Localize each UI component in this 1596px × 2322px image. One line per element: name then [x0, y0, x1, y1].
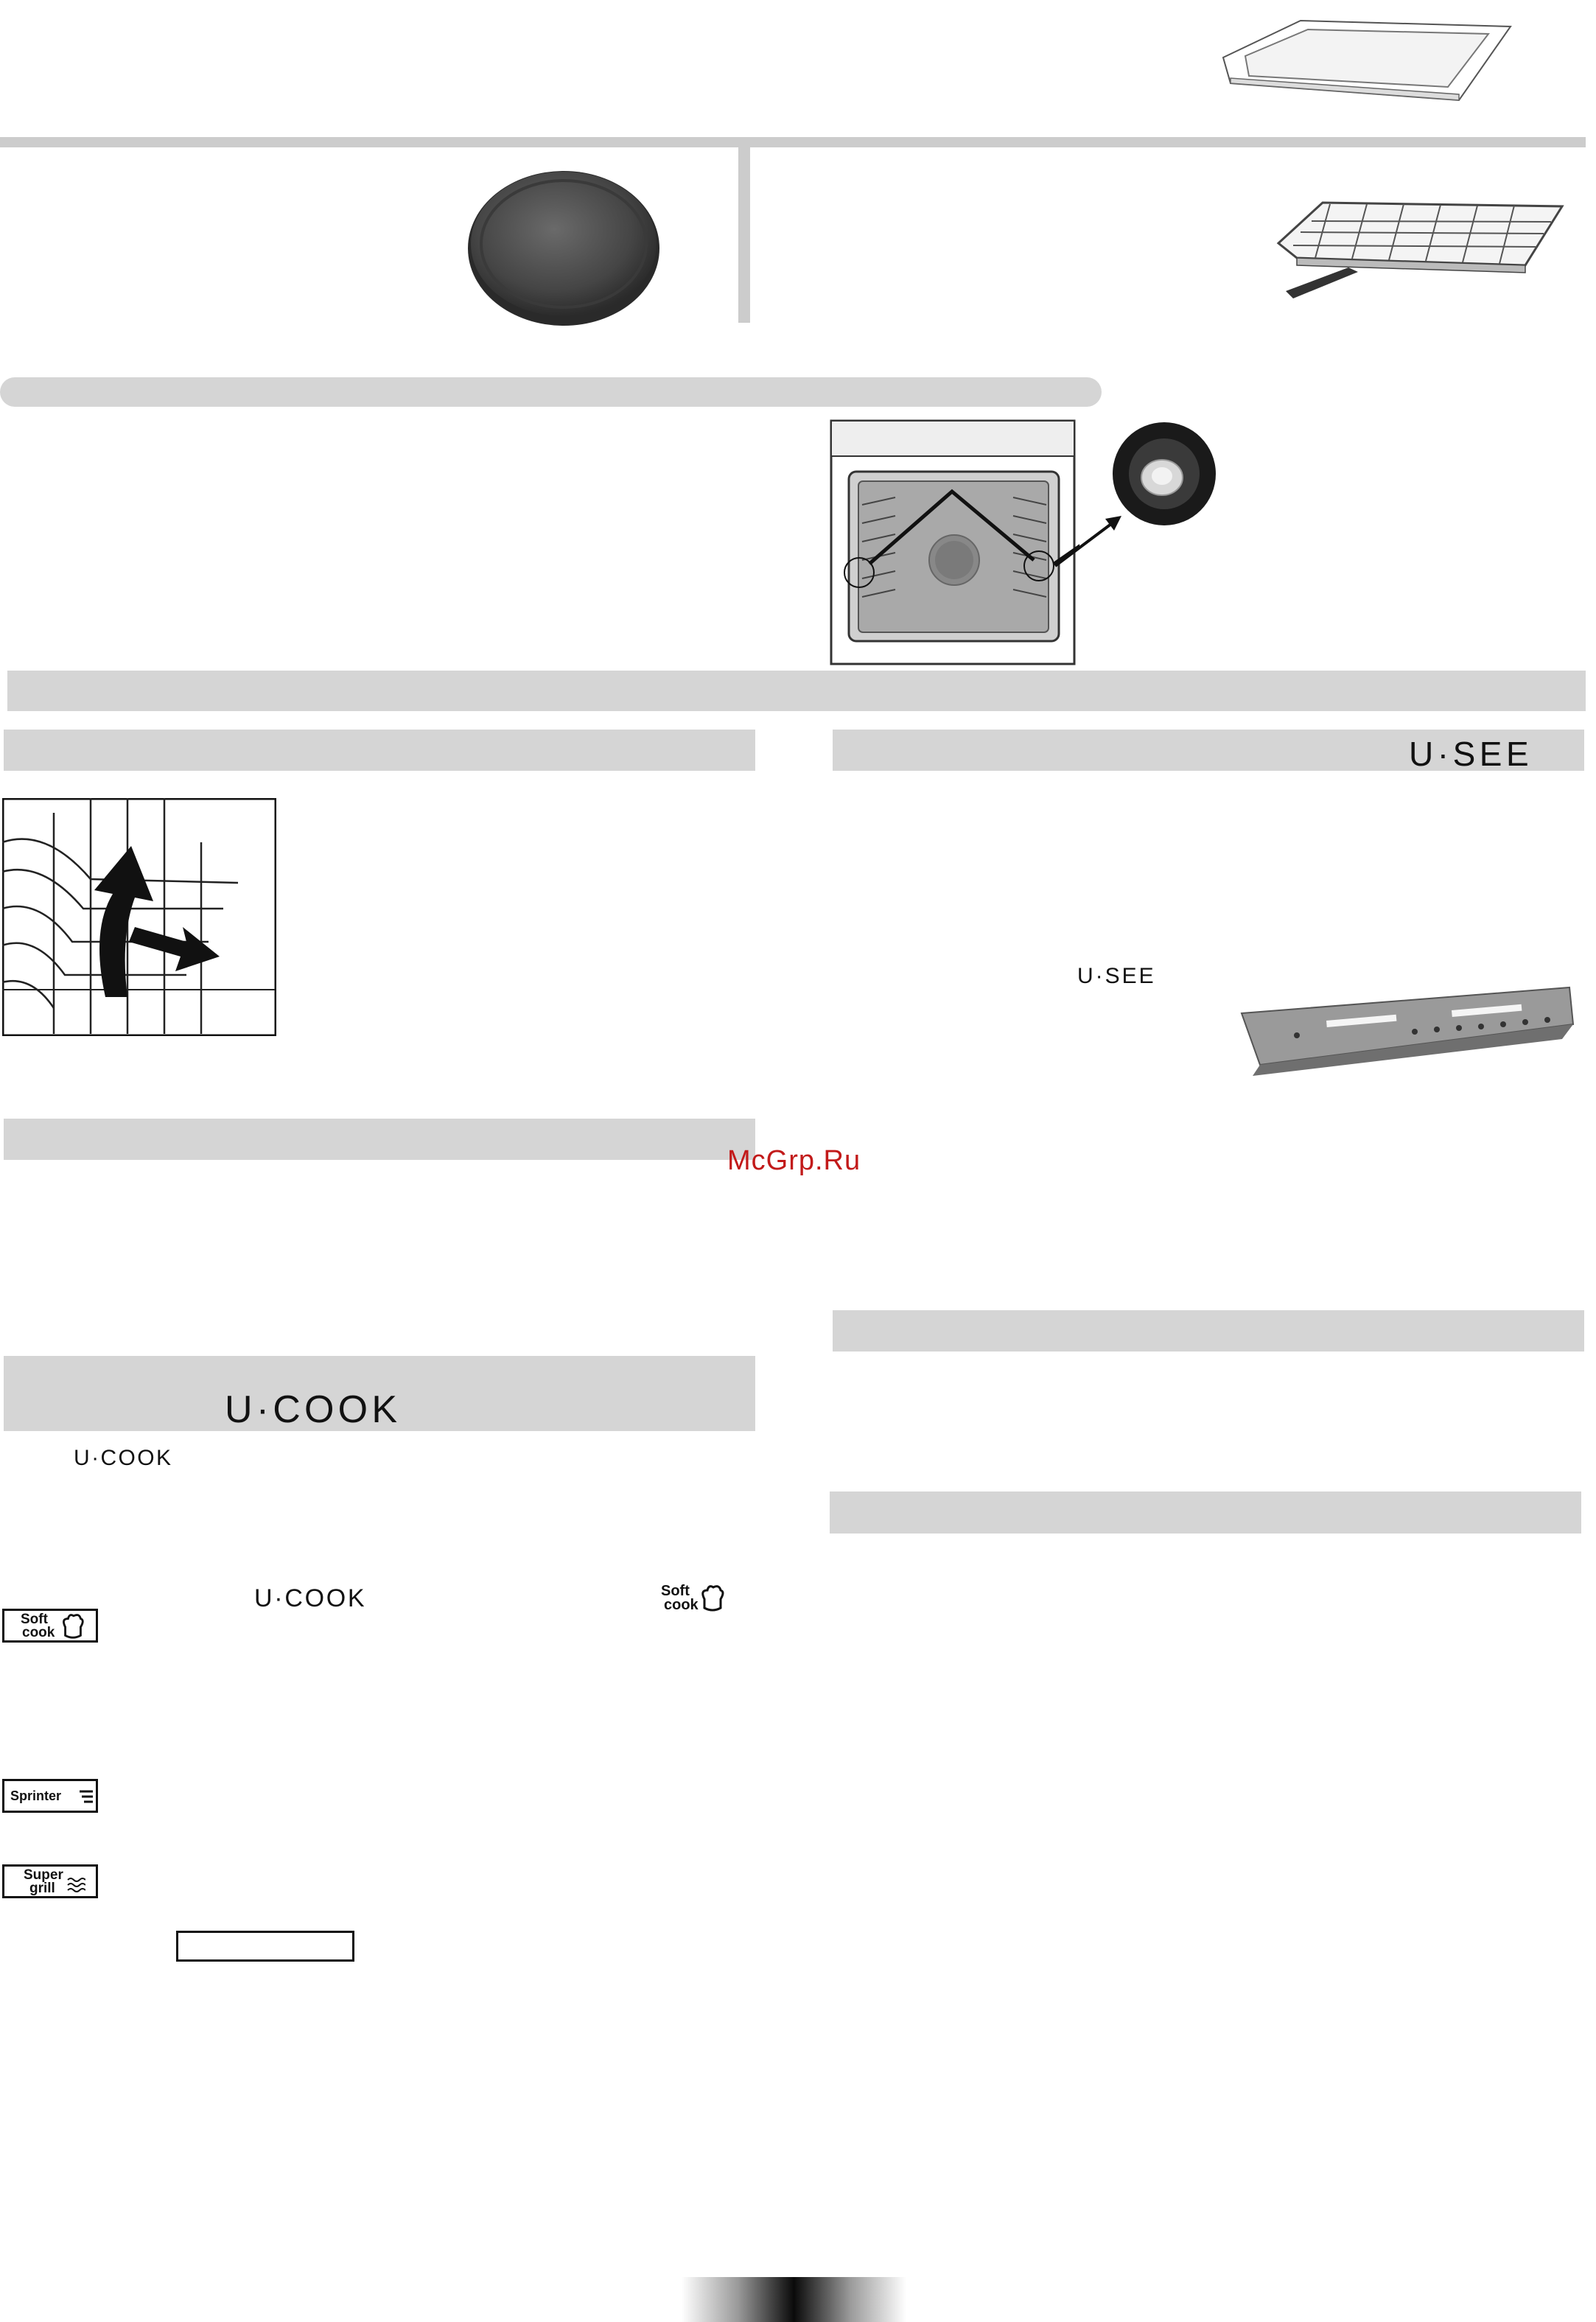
oven-interior-image — [825, 416, 1079, 667]
page-number-tab — [682, 2277, 906, 2322]
ucook-logo-header: U·COOK — [225, 1388, 402, 1431]
softcook-badge-line1: Soft — [21, 1612, 48, 1627]
softcook-line2: cook — [664, 1597, 699, 1613]
ucook-logo-inline-1: U·COOK — [74, 1446, 173, 1470]
supergrill-badge — [2, 1864, 98, 1898]
supergrill-line2: grill — [29, 1881, 55, 1896]
section-bar-left-2 — [4, 1119, 755, 1160]
softcook-badge — [2, 1609, 98, 1643]
section-bar-rounded — [0, 377, 1102, 407]
section-bar-left-1 — [4, 730, 755, 771]
ucook-logo-inline-2: U·COOK — [254, 1584, 367, 1612]
supergrill-line1: Super — [24, 1867, 63, 1883]
shelf-removal-image — [2, 798, 276, 1036]
chef-hat-icon — [60, 1613, 85, 1640]
speed-lines-icon — [78, 1788, 94, 1805]
usee-logo-inline: U·SEE — [1077, 964, 1156, 988]
wire-rack-image — [1271, 188, 1569, 306]
arrow-to-closeup — [1054, 508, 1127, 567]
section-bar-right-1 — [833, 1310, 1584, 1351]
section-bar-right-2 — [830, 1492, 1581, 1534]
grill-heat-icon — [66, 1875, 85, 1893]
softcook-icon-top — [659, 1584, 729, 1615]
watermark: McGrp.Ru — [727, 1145, 861, 1176]
sprinter-badge — [2, 1779, 98, 1813]
baking-tray-image — [1216, 13, 1518, 102]
vertical-divider — [738, 147, 750, 323]
sprinter-label: Sprinter — [10, 1788, 62, 1803]
chef-hat-icon — [700, 1584, 725, 1612]
usee-light-bar-image — [1238, 984, 1577, 1080]
softcook-line1: Soft — [661, 1583, 690, 1599]
empty-box — [176, 1931, 354, 1962]
section-bar-full — [7, 671, 1586, 711]
top-divider — [0, 137, 1586, 147]
softcook-badge-line2: cook — [22, 1625, 55, 1640]
usee-logo-header: U·SEE — [1409, 735, 1533, 773]
pizza-stone-image — [464, 166, 663, 328]
